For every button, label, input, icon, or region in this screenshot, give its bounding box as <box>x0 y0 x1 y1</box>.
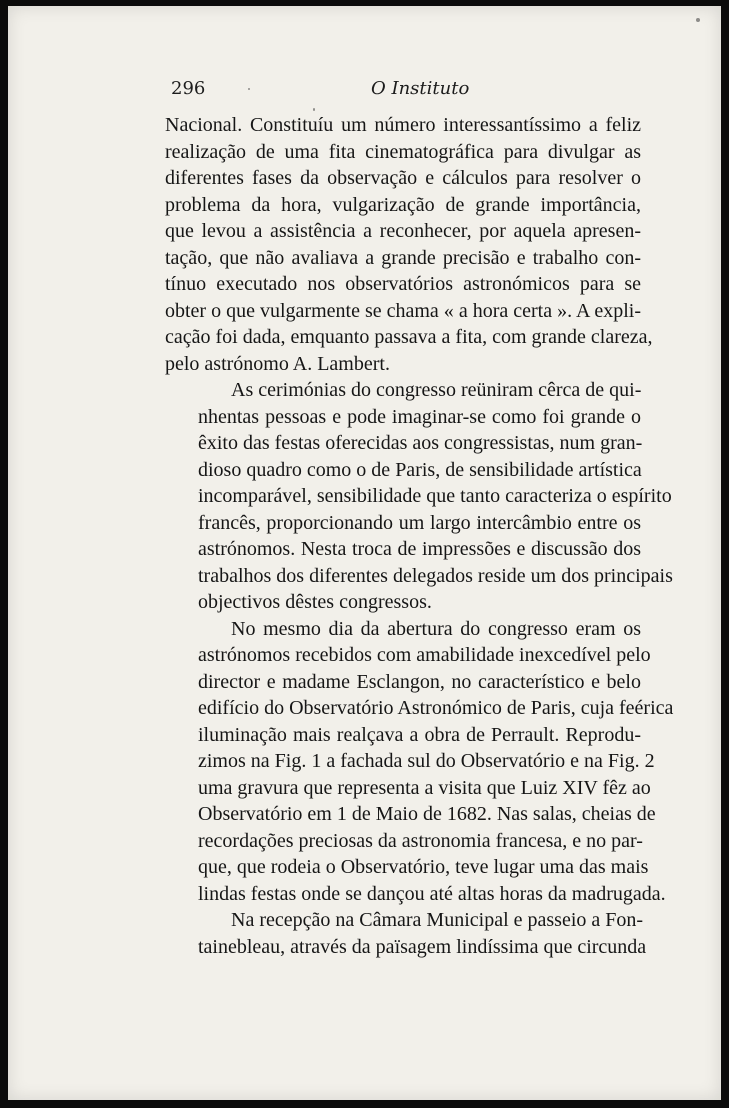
text-line: que, que rodeia o Observatório, teve lugar uma das mais <box>198 856 649 878</box>
running-head <box>171 78 651 102</box>
scan-speck <box>313 108 315 111</box>
text-line: problema da hora, vulgarização de grande importância, <box>165 193 641 216</box>
paragraph <box>165 907 647 960</box>
text-line: edifício do Observatório Astronómico de Paris, cuja feérica <box>198 697 674 719</box>
text-line: diferentes fases da observação e cálculos para resolver o <box>165 167 641 189</box>
body-text <box>165 112 674 960</box>
journal-title: O Instituto <box>371 78 470 99</box>
text-line: iluminação mais realçava a obra de Perrault. Reprodu- <box>198 723 641 746</box>
text-line: francês, proporcionando um largo intercâmbio entre os <box>198 511 641 534</box>
text-line: cação foi dada, emquanto passava a fita, com grande clareza, <box>165 326 653 348</box>
page-number: 296 <box>171 78 206 99</box>
text-line: objectivos dêstes congressos. <box>198 591 432 613</box>
text-line: Nacional. Constituíu um número interessantíssimo a feliz <box>165 114 641 136</box>
text-line: recordações preciosas da astronomia francesa, e no par- <box>198 829 643 852</box>
paragraph <box>165 616 674 908</box>
text-line: No mesmo dia da abertura do congresso eram os <box>231 617 641 640</box>
text-line: lindas festas onde se dançou até altas horas da madrugada. <box>198 882 666 905</box>
text-line: pelo astrónomo A. Lambert. <box>165 352 390 375</box>
text-line: tainebleau, através da païsagem lindíssima que circunda <box>198 935 647 958</box>
text-line: Na recepção na Câmara Municipal e passeio a Fon- <box>231 909 644 931</box>
text-line: director e madame Esclangon, no característico e belo <box>198 670 641 693</box>
scan-speck <box>696 18 700 22</box>
text-line: astrónomos recebidos com amabilidade inexcedível pelo <box>198 644 651 666</box>
text-line: astrónomos. Nesta troca de impressões e discussão dos <box>198 538 641 560</box>
text-line: uma gravura que representa a visita que Luiz XIV fêz ao <box>198 776 651 799</box>
text-line: nhentas pessoas e pode imaginar-se como foi grande o <box>198 405 641 428</box>
text-line: Observatório em 1 de Maio de 1682. Nas salas, cheias de <box>198 803 656 825</box>
text-line: tínuo executado nos observatórios astronómicos para se <box>165 273 641 295</box>
text-line: realização de uma fita cinematográfica para divulgar as <box>165 140 641 163</box>
text-line: êxito das festas oferecidas aos congressistas, num gran- <box>198 432 643 454</box>
text-line: tação, que não avaliava a grande precisão e trabalho con- <box>165 246 641 269</box>
text-line: zimos na Fig. 1 a fachada sul do Observatório e na Fig. 2 <box>198 750 655 772</box>
text-line: que levou a assistência a reconhecer, por aquela apresen- <box>165 220 641 242</box>
text-line: incomparável, sensibilidade que tanto caracteriza o espírito <box>198 485 672 507</box>
paragraph <box>165 112 653 377</box>
text-line: As cerimónias do congresso reüniram cêrca de qui- <box>231 379 642 401</box>
paragraph <box>165 377 673 616</box>
text-line: trabalhos dos diferentes delegados reside um dos principais <box>198 564 673 587</box>
text-line: obter o que vulgarmente se chama « a hora certa ». A expli- <box>165 299 641 322</box>
text-line: dioso quadro como o de Paris, de sensibilidade artística <box>198 458 642 481</box>
